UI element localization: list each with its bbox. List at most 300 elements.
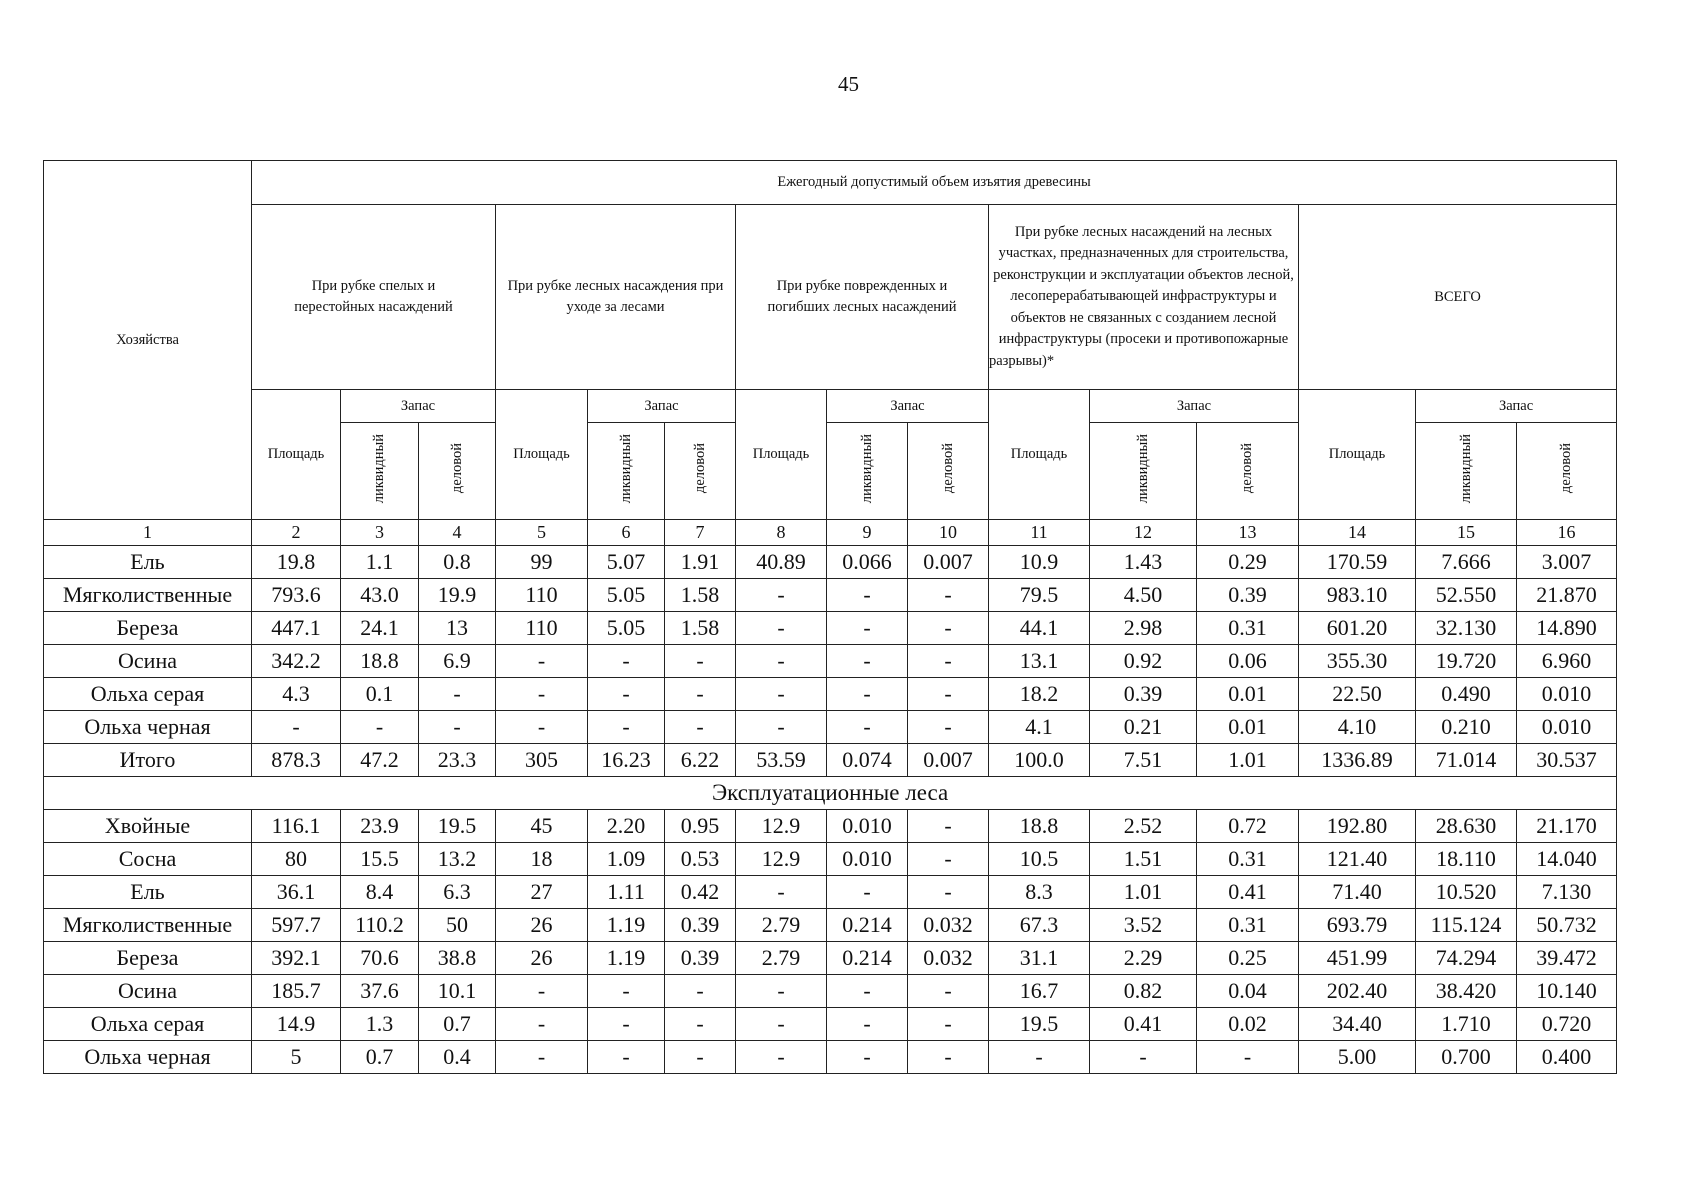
row-value: 14.9 [252,1008,341,1041]
row-value: - [588,1008,665,1041]
total-label: Итого [44,744,252,777]
column-number: 6 [588,520,665,546]
total-value: 100.0 [989,744,1090,777]
row-value: 3.007 [1517,546,1617,579]
page-number: 45 [838,72,859,96]
row-value: 192.80 [1299,810,1416,843]
row-value: 0.53 [665,843,736,876]
commercial-header: деловой [1558,443,1575,494]
stock-header: Запас [1416,390,1617,423]
row-value: 451.99 [1299,942,1416,975]
row-value: 0.01 [1197,711,1299,744]
row-value: 0.42 [665,876,736,909]
section-title-operational: Эксплуатационные леса [44,777,1617,810]
row-name: Ольха серая [44,678,252,711]
row-value: 4.1 [989,711,1090,744]
row-value: - [908,810,989,843]
row-value: - [665,975,736,1008]
row-value: 1.3 [341,1008,419,1041]
area-header: Площадь [1299,390,1416,520]
group-care-felling: При рубке лесных насаждения при уходе за лесами [496,205,736,390]
total-value: 53.59 [736,744,827,777]
table-row [44,909,1617,942]
row-value: 16.7 [989,975,1090,1008]
row-value: - [665,645,736,678]
table-row [44,942,1617,975]
harvest-volume-table [43,160,1617,1074]
row-value: - [496,1008,588,1041]
row-value: 0.72 [1197,810,1299,843]
row-value: 8.4 [341,876,419,909]
row-value: 0.4 [419,1041,496,1074]
total-value: 16.23 [588,744,665,777]
row-value: 26 [496,942,588,975]
stock-header: Запас [1090,390,1299,423]
row-value: 6.960 [1517,645,1617,678]
row-value: - [827,579,908,612]
row-value: 7.666 [1416,546,1517,579]
row-value: - [827,975,908,1008]
row-value: 5.05 [588,612,665,645]
total-value: 23.3 [419,744,496,777]
column-number: 5 [496,520,588,546]
liquid-header: ликвидный [858,433,875,504]
area-header: Площадь [989,390,1090,520]
row-value: 10.5 [989,843,1090,876]
column-number: 16 [1517,520,1617,546]
group-damaged-felling: При рубке поврежденных и погибших лесных насаждений [736,205,989,390]
table-row [44,975,1617,1008]
total-value: 47.2 [341,744,419,777]
row-value: 12.9 [736,810,827,843]
row-value: 0.7 [419,1008,496,1041]
column-number: 7 [665,520,736,546]
row-value: 39.472 [1517,942,1617,975]
row-value: - [252,711,341,744]
row-value: 67.3 [989,909,1090,942]
row-value: 43.0 [341,579,419,612]
area-header: Площадь [496,390,588,520]
row-value: 19.5 [419,810,496,843]
row-value: 21.170 [1517,810,1617,843]
row-value: 22.50 [1299,678,1416,711]
row-value: 79.5 [989,579,1090,612]
row-value: 0.29 [1197,546,1299,579]
row-value: 0.010 [1517,711,1617,744]
row-value: 342.2 [252,645,341,678]
row-value: 38.8 [419,942,496,975]
table-row [44,1041,1617,1074]
row-name: Ель [44,546,252,579]
row-value: - [827,645,908,678]
column-number: 1 [44,520,252,546]
row-value: 10.1 [419,975,496,1008]
total-value: 71.014 [1416,744,1517,777]
row-name: Хвойные [44,810,252,843]
row-value: - [736,612,827,645]
total-value: 0.007 [908,744,989,777]
commercial-header: деловой [691,443,708,494]
row-value: - [736,876,827,909]
area-header: Площадь [252,390,341,520]
row-value: 110 [496,579,588,612]
row-value: 0.06 [1197,645,1299,678]
row-value: 21.870 [1517,579,1617,612]
row-value: 5.07 [588,546,665,579]
total-value: 30.537 [1517,744,1617,777]
row-value: 0.31 [1197,843,1299,876]
row-value: - [496,1041,588,1074]
row-value: - [588,1041,665,1074]
row-value: 23.9 [341,810,419,843]
row-value: 601.20 [1299,612,1416,645]
row-value: 447.1 [252,612,341,645]
table-row [44,843,1617,876]
row-name: Ольха черная [44,1041,252,1074]
stock-header: Запас [588,390,736,423]
row-value: 170.59 [1299,546,1416,579]
row-value: 45 [496,810,588,843]
row-value: 1.43 [1090,546,1197,579]
row-value: - [665,1041,736,1074]
row-value: 10.140 [1517,975,1617,1008]
row-value: 37.6 [341,975,419,1008]
row-value: 99 [496,546,588,579]
column-number: 3 [341,520,419,546]
row-value: - [827,612,908,645]
column-number: 13 [1197,520,1299,546]
row-value: 13 [419,612,496,645]
row-name: Сосна [44,843,252,876]
row-name: Ольха серая [44,1008,252,1041]
row-value: 26 [496,909,588,942]
row-value: 50.732 [1517,909,1617,942]
row-value: 202.40 [1299,975,1416,1008]
row-value: - [736,975,827,1008]
table-row [44,579,1617,612]
row-value: 18 [496,843,588,876]
row-value: 2.98 [1090,612,1197,645]
row-value: 1.19 [588,909,665,942]
row-value: 13.1 [989,645,1090,678]
row-value: 15.5 [341,843,419,876]
row-value: 31.1 [989,942,1090,975]
row-name: Осина [44,645,252,678]
row-value: - [665,711,736,744]
column-number-row [44,520,1617,546]
commercial-header: деловой [1239,443,1255,494]
column-number: 15 [1416,520,1517,546]
row-value: 19.9 [419,579,496,612]
liquid-header: ликвидный [617,433,634,504]
row-value: 18.8 [989,810,1090,843]
row-value: 0.210 [1416,711,1517,744]
group-mature-felling: При рубке спелых и перестойных насаждений [252,205,496,390]
total-value: 878.3 [252,744,341,777]
row-value: - [665,1008,736,1041]
row-value: - [496,711,588,744]
row-value: 0.39 [665,909,736,942]
row-value: - [908,678,989,711]
row-value: 8.3 [989,876,1090,909]
row-value: 0.31 [1197,612,1299,645]
column-number: 12 [1090,520,1197,546]
row-value: 0.95 [665,810,736,843]
row-value: 5.05 [588,579,665,612]
row-value: 0.39 [1197,579,1299,612]
column-number: 4 [419,520,496,546]
row-value: - [827,1008,908,1041]
row-value: 12.9 [736,843,827,876]
row-value: 983.10 [1299,579,1416,612]
row-value: 1.09 [588,843,665,876]
row-value: 7.130 [1517,876,1617,909]
row-value: 27 [496,876,588,909]
row-value: 0.01 [1197,678,1299,711]
row-value: - [419,711,496,744]
row-value: 2.52 [1090,810,1197,843]
row-value: - [908,1008,989,1041]
row-value: 4.50 [1090,579,1197,612]
total-value: 1336.89 [1299,744,1416,777]
row-value: - [588,678,665,711]
column-number: 11 [989,520,1090,546]
row-value: - [908,876,989,909]
row-value: 6.9 [419,645,496,678]
row-value: 74.294 [1416,942,1517,975]
row-value: 40.89 [736,546,827,579]
row-value: 80 [252,843,341,876]
row-value: 110.2 [341,909,419,942]
table-row [44,810,1617,843]
row-value: - [588,711,665,744]
row-value: 14.890 [1517,612,1617,645]
row-value: 0.010 [827,810,908,843]
row-value: 44.1 [989,612,1090,645]
row-value: 1.51 [1090,843,1197,876]
row-value: 0.92 [1090,645,1197,678]
row-value: 24.1 [341,612,419,645]
row-value: - [736,579,827,612]
row-value: - [341,711,419,744]
column-number: 2 [252,520,341,546]
row-value: 18.8 [341,645,419,678]
row-value: 18.2 [989,678,1090,711]
row-value: 5.00 [1299,1041,1416,1074]
liquid-header: ликвидный [371,433,387,504]
column-number: 9 [827,520,908,546]
row-value: 0.7 [341,1041,419,1074]
row-value: 2.79 [736,909,827,942]
row-value: - [908,645,989,678]
row-value: 0.41 [1197,876,1299,909]
row-value: 355.30 [1299,645,1416,678]
row-value: 70.6 [341,942,419,975]
row-value: - [496,678,588,711]
row-value: - [827,876,908,909]
table-row [44,546,1617,579]
row-value: 0.39 [1090,678,1197,711]
row-value: 0.214 [827,909,908,942]
column-number: 10 [908,520,989,546]
row-name: Ольха черная [44,711,252,744]
table-row [44,645,1617,678]
row-value: 32.130 [1416,612,1517,645]
row-value: 1.58 [665,579,736,612]
row-value: - [736,678,827,711]
row-value: 18.110 [1416,843,1517,876]
row-value: 0.032 [908,909,989,942]
row-value: - [908,711,989,744]
row-value: 19.720 [1416,645,1517,678]
row-value: 1.710 [1416,1008,1517,1041]
row-value: 1.58 [665,612,736,645]
total-value: 7.51 [1090,744,1197,777]
row-value: 0.400 [1517,1041,1617,1074]
row-value: 0.490 [1416,678,1517,711]
row-value: 2.29 [1090,942,1197,975]
row-value: 19.5 [989,1008,1090,1041]
total-value: 0.074 [827,744,908,777]
row-value: 0.8 [419,546,496,579]
row-value: 71.40 [1299,876,1416,909]
total-value: 305 [496,744,588,777]
row-value: 392.1 [252,942,341,975]
row-value: 4.3 [252,678,341,711]
table-row [44,612,1617,645]
group-infrastructure-felling: При рубке лесных насаждений на лесных участках, предназначенных для строительства, реконструкции и эксплуатации объектов лесной, лесоперерабатывающей инфраструктуры и объектов не связанных с созданием лесной инфраструктуры (просеки и противопожарные разрывы)* [989,205,1299,390]
row-value: - [989,1041,1090,1074]
table-title: Ежегодный допустимый объем изъятия древесины [252,161,1617,205]
row-value: - [419,678,496,711]
row-value: - [588,975,665,1008]
row-value: 38.420 [1416,975,1517,1008]
area-header: Площадь [736,390,827,520]
row-value: 5 [252,1041,341,1074]
section-1-rows [44,546,1617,744]
row-value: 0.007 [908,546,989,579]
row-value: 0.82 [1090,975,1197,1008]
row-value: 52.550 [1416,579,1517,612]
row-value: 19.8 [252,546,341,579]
row-value: 3.52 [1090,909,1197,942]
row-value: 597.7 [252,909,341,942]
row-value: - [827,678,908,711]
row-value: 13.2 [419,843,496,876]
row-value: - [1090,1041,1197,1074]
row-value: - [908,975,989,1008]
row-value: - [908,612,989,645]
row-value: 1.11 [588,876,665,909]
commercial-header: деловой [448,443,465,494]
row-name: Осина [44,975,252,1008]
row-name: Мягколиственные [44,909,252,942]
row-value: 0.25 [1197,942,1299,975]
row-name: Береза [44,612,252,645]
row-value: 0.04 [1197,975,1299,1008]
group-total: ВСЕГО [1299,205,1617,390]
commercial-header: деловой [939,443,956,494]
row-value: - [665,678,736,711]
row-value: 10.9 [989,546,1090,579]
row-value: - [736,1008,827,1041]
row-value: 0.21 [1090,711,1197,744]
row-value: 0.31 [1197,909,1299,942]
row-value: 0.700 [1416,1041,1517,1074]
row-value: 115.124 [1416,909,1517,942]
farms-header: Хозяйства [44,161,252,520]
table-row [44,876,1617,909]
row-value: - [588,645,665,678]
total-value: 1.01 [1197,744,1299,777]
row-value: - [736,1041,827,1074]
column-number: 8 [736,520,827,546]
table-row [44,711,1617,744]
row-value: 116.1 [252,810,341,843]
row-value: - [496,975,588,1008]
row-value: - [736,645,827,678]
row-value: 0.1 [341,678,419,711]
row-value: - [827,1041,908,1074]
row-value: 0.032 [908,942,989,975]
row-value: 14.040 [1517,843,1617,876]
row-value: - [908,579,989,612]
stock-header: Запас [341,390,496,423]
total-value: 6.22 [665,744,736,777]
row-value: 0.010 [827,843,908,876]
stock-header: Запас [827,390,989,423]
row-value: 4.10 [1299,711,1416,744]
row-value: 185.7 [252,975,341,1008]
row-value: 0.41 [1090,1008,1197,1041]
row-value: 1.1 [341,546,419,579]
row-value: - [736,711,827,744]
row-value: 1.91 [665,546,736,579]
total-row [44,744,1617,777]
row-value: 1.19 [588,942,665,975]
row-value: - [827,711,908,744]
row-value: 693.79 [1299,909,1416,942]
row-value: 0.39 [665,942,736,975]
row-value: 0.066 [827,546,908,579]
row-value: 0.010 [1517,678,1617,711]
row-value: - [908,1041,989,1074]
row-value: 0.720 [1517,1008,1617,1041]
row-name: Береза [44,942,252,975]
row-value: 36.1 [252,876,341,909]
row-value: - [1197,1041,1299,1074]
row-value: 10.520 [1416,876,1517,909]
row-value: - [496,645,588,678]
row-value: 2.20 [588,810,665,843]
row-value: - [908,843,989,876]
row-name: Ель [44,876,252,909]
liquid-header: ликвидный [1457,433,1474,504]
table-row [44,1008,1617,1041]
row-value: 34.40 [1299,1008,1416,1041]
row-value: 1.01 [1090,876,1197,909]
section-2-rows [44,810,1617,1074]
row-value: 2.79 [736,942,827,975]
row-name: Мягколиственные [44,579,252,612]
row-value: 110 [496,612,588,645]
row-value: 6.3 [419,876,496,909]
row-value: 28.630 [1416,810,1517,843]
row-value: 0.02 [1197,1008,1299,1041]
liquid-header: ликвидный [1134,433,1151,504]
row-value: 0.214 [827,942,908,975]
row-value: 50 [419,909,496,942]
